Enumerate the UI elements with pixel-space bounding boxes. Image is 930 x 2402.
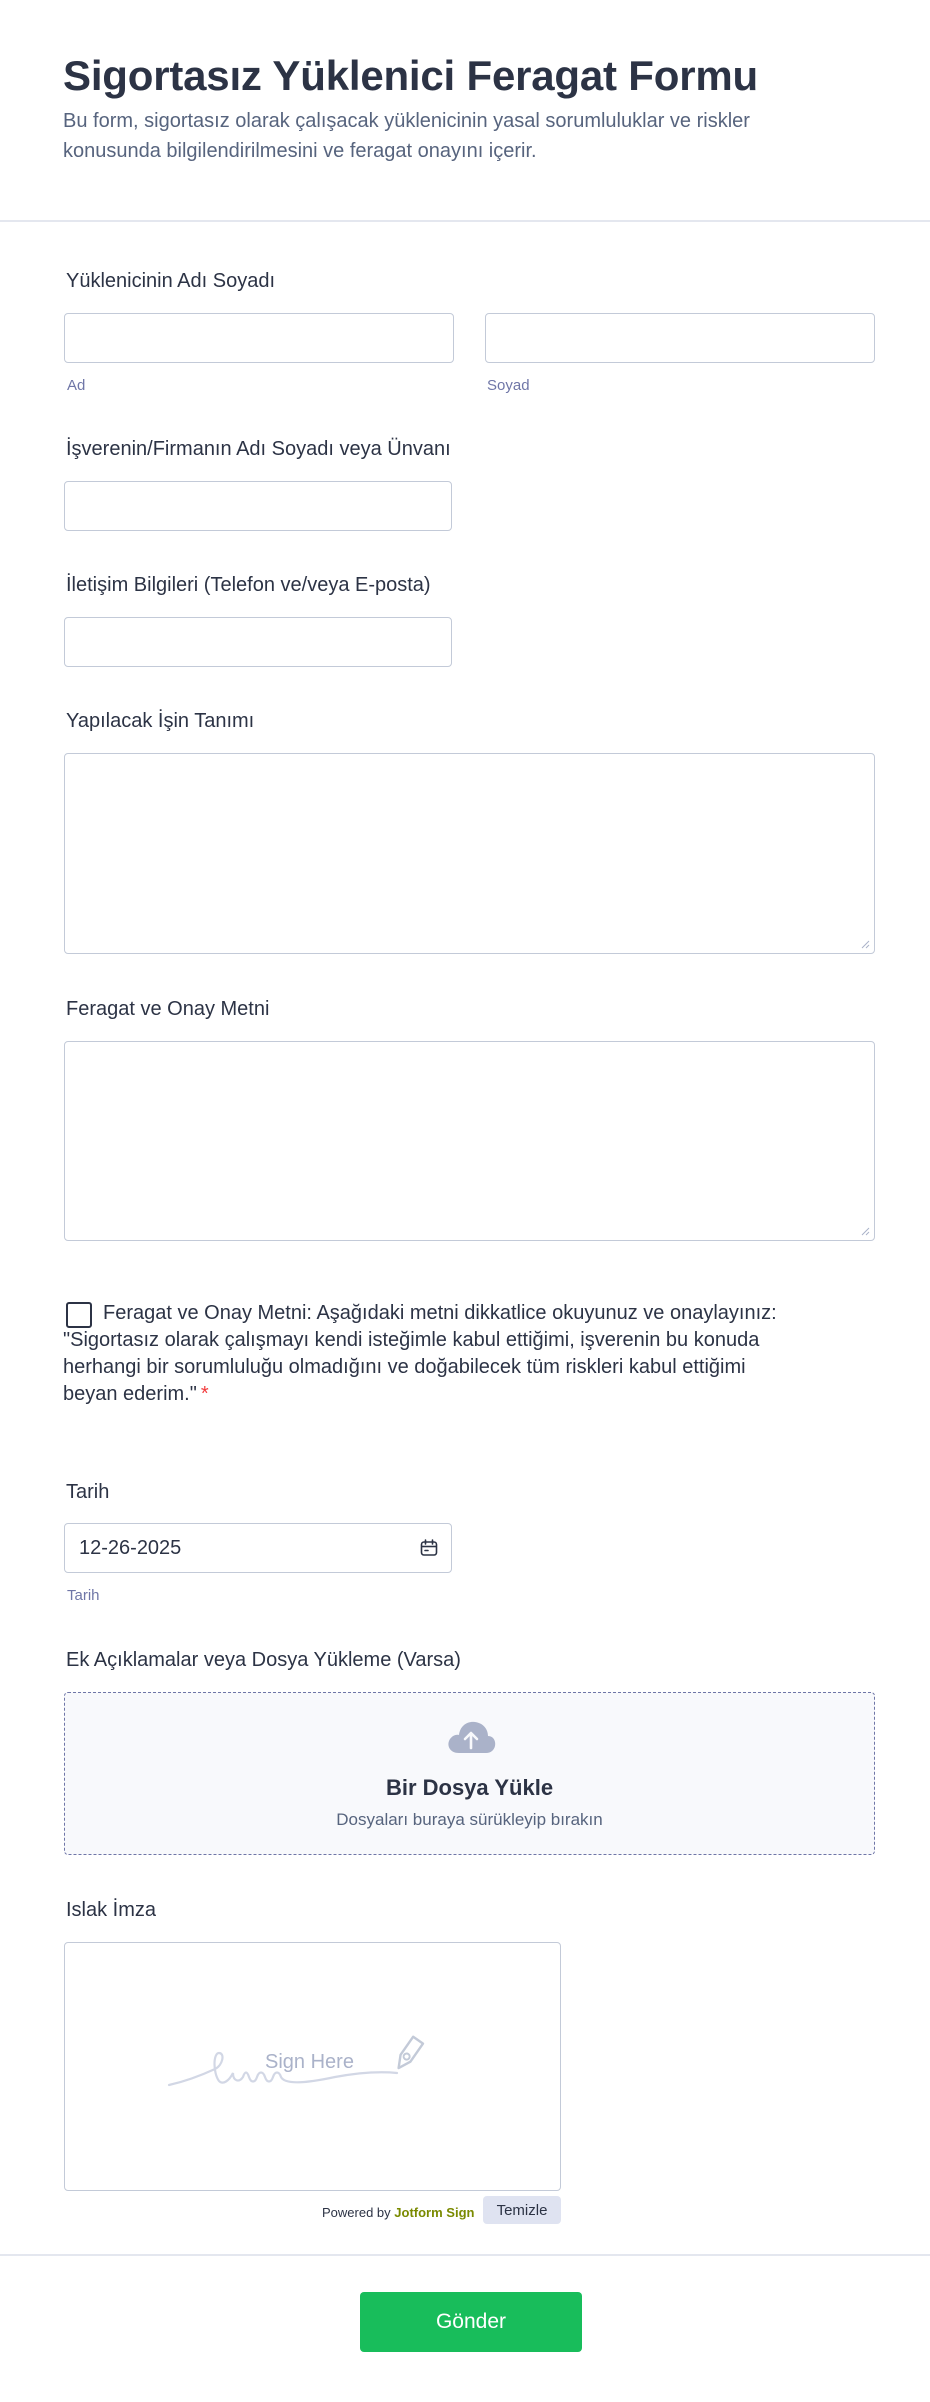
- employer-input[interactable]: [64, 481, 452, 531]
- contact-input[interactable]: [64, 617, 452, 667]
- job-description-textarea[interactable]: [64, 753, 875, 954]
- resize-handle-icon[interactable]: [860, 939, 870, 949]
- signature-label: Islak İmza: [66, 1899, 157, 1921]
- date-value: 12-26-2025: [79, 1537, 182, 1559]
- submit-button[interactable]: Gönder: [360, 2292, 582, 2352]
- upload-subtitle: Dosyaları buraya sürükleyip bırakın: [336, 1810, 603, 1829]
- signature-pad[interactable]: [64, 1942, 561, 2191]
- date-input[interactable]: [64, 1523, 452, 1573]
- required-mark: *: [200, 1383, 209, 1405]
- form-description: Bu form, sigortasız olarak çalışacak yüklenicinin yasal sorumluluklar ve riskler konusunda bilgilendirilmesini ve feragat onayını içerir.: [63, 110, 750, 162]
- contractor-name-label: Yüklenicinin Adı Soyadı: [66, 270, 276, 292]
- consent-text-body: Feragat ve Onay Metni: Aşağıdaki metni dikkatlice okuyunuz ve onaylayınız: "Sigortasız olarak çalışmayı kendi isteğimle kabul ettiğimi, işverenin bu konuda herhangi bir sorumluluğu olmadığını ve doğabilecek tüm riskleri kabul ettiğimi beyan ederim.": [63, 1302, 777, 1405]
- powered-brand: Jotform Sign: [394, 2205, 475, 2220]
- powered-prefix: Powered by: [322, 2205, 391, 2220]
- waiver-text-label: Feragat ve Onay Metni: [66, 998, 270, 1020]
- powered-by: [322, 2205, 474, 2220]
- footer-divider: [0, 2254, 930, 2256]
- signature-placeholder: Sign Here: [265, 2051, 354, 2073]
- first-name-sublabel: Ad: [67, 377, 86, 394]
- date-sublabel: Tarih: [67, 1587, 100, 1604]
- last-name-input[interactable]: [485, 313, 875, 363]
- form-title: Sigortasız Yüklenici Feragat Formu: [63, 52, 758, 99]
- last-name-sublabel: Soyad: [487, 377, 530, 394]
- first-name-input[interactable]: [64, 313, 454, 363]
- resize-handle-icon[interactable]: [860, 1226, 870, 1236]
- waiver-text-textarea[interactable]: [64, 1041, 875, 1241]
- cloud-upload-icon: [445, 1717, 497, 1757]
- upload-label: Ek Açıklamalar veya Dosya Yükleme (Varsa): [66, 1649, 461, 1671]
- consent-text: [63, 1300, 793, 1408]
- employer-label: İşverenin/Firmanın Adı Soyadı veya Ünvanı: [66, 438, 451, 460]
- form-header: [0, 0, 930, 222]
- calendar-icon[interactable]: [419, 1538, 439, 1558]
- date-label: Tarih: [66, 1481, 110, 1503]
- file-upload-dropzone[interactable]: [64, 1692, 875, 1855]
- upload-title: Bir Dosya Yükle: [385, 1775, 554, 1800]
- job-description-label: Yapılacak İşin Tanımı: [66, 710, 255, 732]
- clear-signature-button[interactable]: Temizle: [483, 2196, 561, 2224]
- contact-label: İletişim Bilgileri (Telefon ve/veya E-posta): [66, 574, 431, 596]
